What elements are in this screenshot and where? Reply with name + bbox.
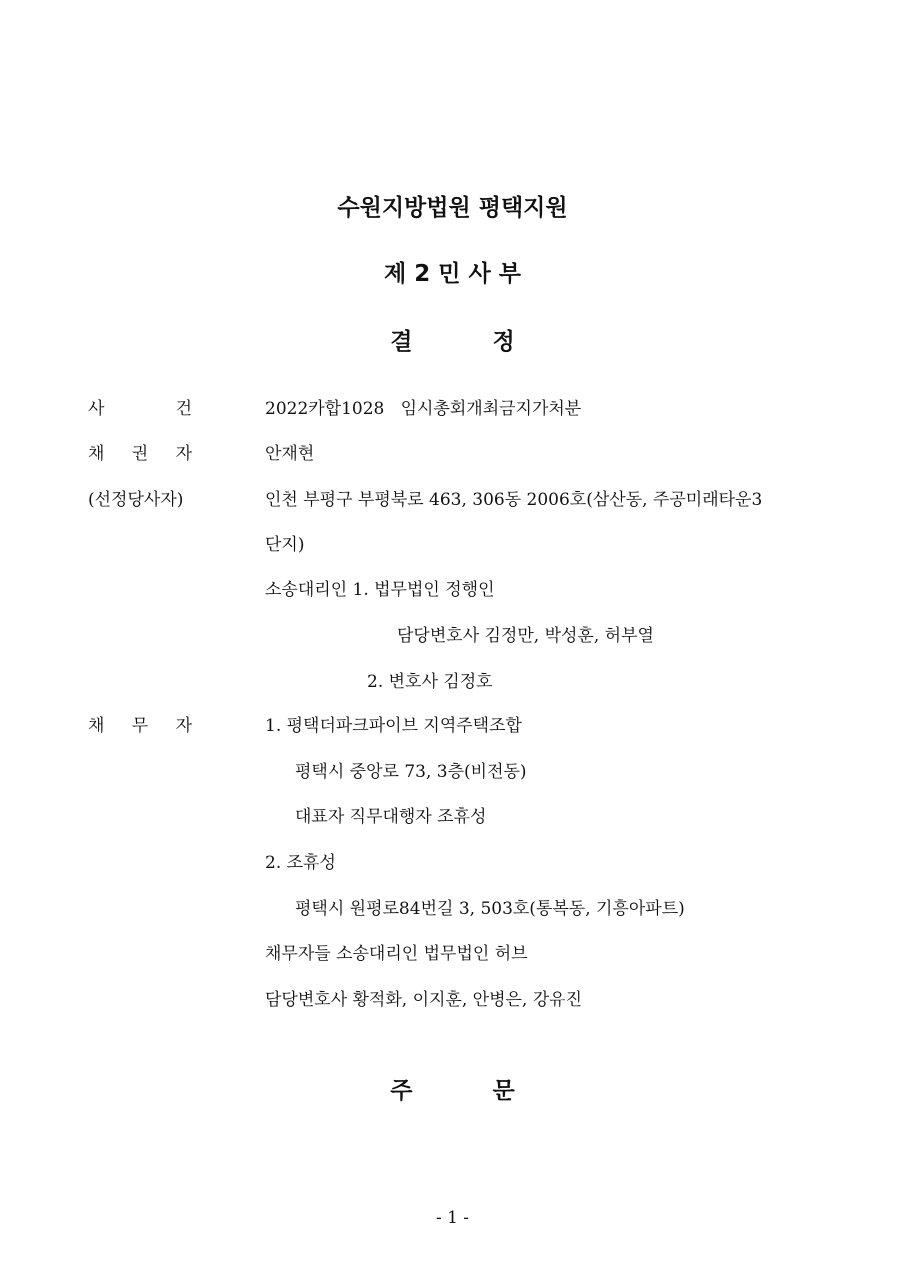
creditor-counsel-line1: 소송대리인 1. 법무법인 정행인 (265, 580, 495, 600)
debtor2-name: 2. 조휴성 (265, 853, 336, 873)
creditor-label-char: 채 (88, 444, 105, 464)
debtor1-name: 1. 평택더파크파이브 지역주택조합 (265, 716, 522, 736)
case-label-char: 건 (175, 399, 192, 419)
creditor-label-char: 권 (131, 444, 149, 464)
debtor1-representative: 대표자 직무대행자 조휴성 (295, 807, 487, 827)
debtor-label-char: 무 (131, 716, 149, 736)
debtor-counsel-line1: 채무자들 소송대리인 법무법인 허브 (265, 944, 528, 964)
document-type: 결 정 (390, 329, 515, 355)
creditor-label-char: 자 (175, 444, 192, 464)
creditor-counsel-line3: 2. 변호사 김정호 (367, 672, 493, 692)
debtor-label-char: 자 (175, 716, 192, 736)
case-number-and-title: 2022카합1028 임시총회개최금지가처분 (265, 399, 582, 419)
designated-party-label (88, 488, 192, 512)
debtor1-address: 평택시 중앙로 73, 3층(비전동) (295, 762, 527, 782)
case-label-char: 사 (88, 399, 105, 419)
debtor2-address: 평택시 원평로84번길 3, 503호(통복동, 기흥아파트) (295, 899, 685, 919)
designated-party-text: (선정당사자) (88, 490, 184, 510)
order-heading: 주 문 (390, 1078, 515, 1104)
debtor-label-char: 채 (88, 716, 105, 736)
creditor-counsel-line2: 담당변호사 김정만, 박성훈, 허부열 (397, 626, 654, 646)
creditor-address-line1: 인천 부평구 부평북로 463, 306동 2006호(삼산동, 주공미래타운3 (265, 490, 763, 510)
division-name: 제 2 민 사 부 (384, 261, 521, 287)
page-number: - 1 - (435, 1208, 470, 1228)
creditor-address-line2: 단지) (265, 535, 305, 555)
case-label (88, 397, 192, 421)
debtor-label (88, 714, 192, 738)
debtor-counsel-line2: 담당변호사 황적화, 이지훈, 안병은, 강유진 (265, 990, 583, 1010)
creditor-label (88, 442, 192, 466)
court-name: 수원지방법원 평택지원 (337, 195, 568, 221)
creditor-name: 안재현 (265, 444, 315, 464)
